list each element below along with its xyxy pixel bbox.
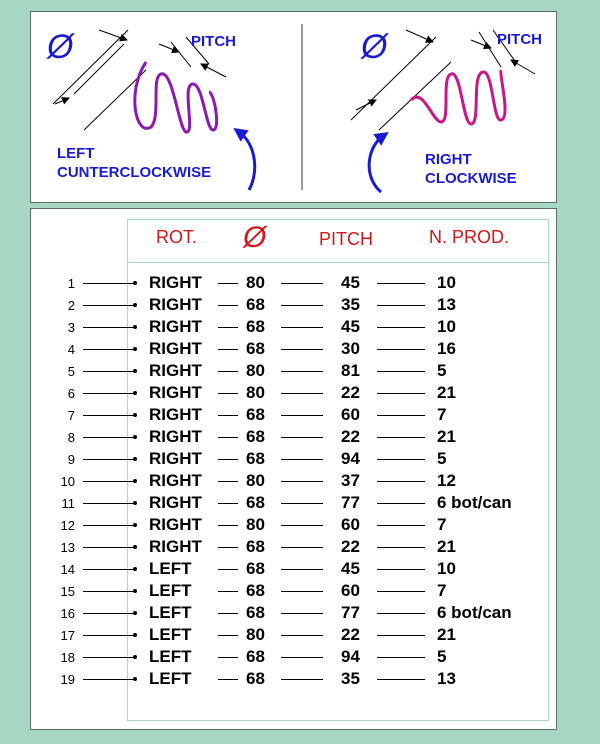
row-number: 7: [67, 408, 75, 423]
left-pitch-label: PITCH: [191, 33, 236, 50]
separator-line: [218, 349, 238, 350]
table-row: [31, 272, 556, 294]
pitch-cell: 77: [341, 603, 360, 622]
leader-dot: [133, 325, 137, 329]
separator-line: [218, 305, 238, 306]
leader-dot: [133, 523, 137, 527]
rotation-cell: RIGHT: [149, 405, 202, 424]
left-spring-coil: [135, 62, 217, 132]
separator-line: [218, 327, 238, 328]
n-prod-cell: 12: [437, 471, 456, 490]
pitch-cell: 35: [341, 669, 360, 688]
table-row: [31, 602, 556, 624]
separator-line: [377, 569, 425, 570]
pitch-cell: 45: [341, 559, 360, 578]
left-pitch-extension-1: [171, 42, 191, 67]
separator-line: [377, 371, 425, 372]
separator-line: [377, 613, 425, 614]
separator-line: [281, 415, 323, 416]
separator-line: [281, 327, 323, 328]
left-direction-label: CUNTERCLOCKWISE: [57, 164, 212, 181]
diameter-cell: 68: [246, 317, 265, 336]
right-direction-label: CLOCKWISE: [425, 170, 517, 187]
right-diameter-arrow-bottom: [356, 100, 376, 110]
n-prod-cell: 7: [437, 405, 447, 424]
separator-line: [281, 371, 323, 372]
leader-dot: [133, 611, 137, 615]
pitch-cell: 22: [341, 537, 360, 556]
leader-line: [83, 591, 133, 592]
table-row: [31, 448, 556, 470]
separator-line: [218, 437, 238, 438]
separator-line: [281, 305, 323, 306]
n-prod-cell: 13: [437, 669, 456, 688]
table-row: [31, 360, 556, 382]
separator-line: [281, 591, 323, 592]
diameter-cell: 68: [246, 669, 265, 688]
row-number: 5: [67, 364, 75, 379]
right-diameter-arrow-top: [406, 30, 433, 42]
pitch-cell: 77: [341, 493, 360, 512]
separator-line: [281, 613, 323, 614]
leader-dot: [133, 435, 137, 439]
rotation-cell: RIGHT: [149, 273, 202, 292]
diameter-cell: 80: [246, 361, 265, 380]
n-prod-cell: 5: [437, 361, 447, 380]
separator-line: [281, 349, 323, 350]
right-pitch-arrow-2: [511, 60, 535, 74]
diameter-cell: 68: [246, 339, 265, 358]
table-row: [31, 580, 556, 602]
left-diameter-line: [74, 44, 124, 94]
separator-line: [377, 503, 425, 504]
diameter-cell: 68: [246, 603, 265, 622]
table-row: [31, 404, 556, 426]
n-prod-cell: 6 bot/can: [437, 493, 512, 512]
pitch-cell: 60: [341, 581, 360, 600]
separator-line: [281, 635, 323, 636]
rotation-cell: LEFT: [149, 559, 192, 578]
separator-line: [218, 503, 238, 504]
header-rotation: ROT.: [156, 227, 198, 247]
separator-line: [218, 657, 238, 658]
table-row: [31, 316, 556, 338]
separator-line: [281, 679, 323, 680]
separator-line: [281, 481, 323, 482]
leader-dot: [133, 589, 137, 593]
separator-line: [281, 503, 323, 504]
separator-line: [218, 459, 238, 460]
leader-dot: [133, 633, 137, 637]
table-row: [31, 382, 556, 404]
left-rotation-label: LEFT: [57, 145, 95, 162]
separator-line: [218, 481, 238, 482]
left-rotation-arrow-icon: [239, 132, 255, 190]
header-pitch: PITCH: [319, 229, 373, 249]
pitch-cell: 94: [341, 647, 360, 666]
leader-line: [83, 349, 133, 350]
header-n-prod: N. PROD.: [429, 227, 510, 247]
leader-dot: [133, 303, 137, 307]
table-row: [31, 514, 556, 536]
n-prod-cell: 7: [437, 515, 447, 534]
left-diameter-arrow-bottom: [55, 98, 69, 104]
row-number: 8: [67, 430, 75, 445]
separator-line: [218, 415, 238, 416]
n-prod-cell: 16: [437, 339, 456, 358]
separator-line: [377, 591, 425, 592]
row-number: 13: [60, 540, 75, 555]
diameter-cell: 68: [246, 295, 265, 314]
leader-line: [83, 459, 133, 460]
diameter-cell: 80: [246, 273, 265, 292]
leader-dot: [133, 281, 137, 285]
diameter-cell: 80: [246, 515, 265, 534]
pitch-cell: 94: [341, 449, 360, 468]
n-prod-cell: 21: [437, 383, 456, 402]
separator-line: [218, 635, 238, 636]
row-number: 14: [60, 562, 75, 577]
pitch-cell: 81: [341, 361, 360, 380]
separator-line: [377, 305, 425, 306]
row-number: 1: [67, 276, 75, 291]
diameter-cell: 68: [246, 537, 265, 556]
diameter-cell: 80: [246, 383, 265, 402]
separator-line: [218, 569, 238, 570]
leader-dot: [133, 655, 137, 659]
separator-line: [218, 547, 238, 548]
leader-line: [83, 415, 133, 416]
row-number: 18: [60, 650, 75, 665]
row-number: 17: [60, 628, 75, 643]
table-row: [31, 624, 556, 646]
spring-diagram-panel: [30, 11, 557, 203]
separator-line: [377, 679, 425, 680]
leader-line: [83, 679, 133, 680]
separator-line: [218, 371, 238, 372]
row-number: 16: [60, 606, 75, 621]
table-row: [31, 426, 556, 448]
pitch-cell: 22: [341, 383, 360, 402]
right-rotation-label: RIGHT: [425, 151, 472, 168]
leader-line: [83, 327, 133, 328]
left-pitch-arrow-2: [201, 64, 226, 77]
table-row: [31, 470, 556, 492]
leader-dot: [133, 501, 137, 505]
separator-line: [281, 283, 323, 284]
separator-line: [281, 569, 323, 570]
leader-dot: [133, 347, 137, 351]
table-row: [31, 338, 556, 360]
diameter-cell: 68: [246, 427, 265, 446]
rotation-cell: RIGHT: [149, 361, 202, 380]
right-spring-coil: [411, 70, 505, 124]
separator-line: [281, 547, 323, 548]
n-prod-cell: 13: [437, 295, 456, 314]
separator-line: [377, 393, 425, 394]
row-number: 10: [60, 474, 75, 489]
separator-line: [377, 437, 425, 438]
separator-line: [281, 459, 323, 460]
n-prod-cell: 10: [437, 273, 456, 292]
leader-line: [83, 305, 133, 306]
separator-line: [218, 591, 238, 592]
separator-line: [377, 459, 425, 460]
n-prod-cell: 21: [437, 625, 456, 644]
row-number: 6: [67, 386, 75, 401]
rotation-cell: RIGHT: [149, 339, 202, 358]
separator-line: [377, 657, 425, 658]
separator-line: [377, 481, 425, 482]
n-prod-cell: 5: [437, 449, 447, 468]
rotation-cell: LEFT: [149, 603, 192, 622]
separator-line: [281, 525, 323, 526]
separator-line: [218, 679, 238, 680]
n-prod-cell: 6 bot/can: [437, 603, 512, 622]
separator-line: [218, 283, 238, 284]
row-number: 12: [60, 518, 75, 533]
rotation-cell: LEFT: [149, 669, 192, 688]
diameter-cell: 80: [246, 625, 265, 644]
separator-line: [218, 613, 238, 614]
right-pitch-label: PITCH: [497, 31, 542, 48]
rotation-cell: LEFT: [149, 625, 192, 644]
right-diameter-symbol: Ø: [361, 28, 388, 66]
table-row: [31, 668, 556, 690]
rotation-cell: LEFT: [149, 581, 192, 600]
n-prod-cell: 21: [437, 427, 456, 446]
diameter-cell: 80: [246, 471, 265, 490]
leader-line: [83, 547, 133, 548]
rotation-cell: RIGHT: [149, 449, 202, 468]
table-row: [31, 536, 556, 558]
n-prod-cell: 21: [437, 537, 456, 556]
header-diameter: Ø: [243, 221, 267, 254]
leader-line: [83, 503, 133, 504]
n-prod-cell: 10: [437, 559, 456, 578]
leader-line: [83, 657, 133, 658]
leader-line: [83, 525, 133, 526]
table-row: [31, 294, 556, 316]
rotation-cell: RIGHT: [149, 537, 202, 556]
pitch-cell: 45: [341, 317, 360, 336]
leader-dot: [133, 391, 137, 395]
spring-table-panel: [30, 208, 557, 730]
rotation-cell: RIGHT: [149, 493, 202, 512]
table-header-divider: [127, 262, 548, 263]
separator-line: [281, 437, 323, 438]
row-number: 11: [61, 496, 75, 511]
separator-line: [281, 657, 323, 658]
table-row: [31, 492, 556, 514]
pitch-cell: 22: [341, 625, 360, 644]
diameter-cell: 68: [246, 449, 265, 468]
leader-dot: [133, 369, 137, 373]
n-prod-cell: 5: [437, 647, 447, 666]
leader-dot: [133, 677, 137, 681]
table-row: [31, 558, 556, 580]
rotation-cell: RIGHT: [149, 515, 202, 534]
leader-dot: [133, 457, 137, 461]
separator-line: [377, 635, 425, 636]
pitch-cell: 37: [341, 471, 360, 490]
right-rotation-arrow-icon: [369, 136, 383, 192]
leader-line: [83, 283, 133, 284]
separator-line: [377, 415, 425, 416]
leader-line: [83, 613, 133, 614]
leader-line: [83, 371, 133, 372]
separator-line: [218, 525, 238, 526]
leader-line: [83, 635, 133, 636]
n-prod-cell: 7: [437, 581, 447, 600]
leader-dot: [133, 545, 137, 549]
right-pitch-arrow-1: [471, 40, 491, 48]
leader-line: [83, 481, 133, 482]
rotation-cell: RIGHT: [149, 471, 202, 490]
leader-dot: [133, 413, 137, 417]
diameter-cell: 68: [246, 581, 265, 600]
pitch-cell: 30: [341, 339, 360, 358]
rotation-cell: RIGHT: [149, 317, 202, 336]
leader-dot: [133, 567, 137, 571]
separator-line: [377, 525, 425, 526]
rotation-cell: RIGHT: [149, 383, 202, 402]
table-row: [31, 646, 556, 668]
pitch-cell: 22: [341, 427, 360, 446]
row-number: 15: [60, 584, 75, 599]
diameter-cell: 68: [246, 559, 265, 578]
pitch-cell: 45: [341, 273, 360, 292]
diameter-cell: 68: [246, 493, 265, 512]
leader-line: [83, 437, 133, 438]
rotation-cell: RIGHT: [149, 295, 202, 314]
row-number: 3: [67, 320, 75, 335]
rotation-cell: LEFT: [149, 647, 192, 666]
row-number: 19: [60, 672, 75, 687]
leader-dot: [133, 479, 137, 483]
row-number: 9: [67, 452, 75, 467]
separator-line: [377, 327, 425, 328]
row-number: 4: [67, 342, 75, 357]
separator-line: [281, 393, 323, 394]
pitch-cell: 60: [341, 405, 360, 424]
row-number: 2: [67, 298, 75, 313]
left-diameter-symbol: Ø: [47, 28, 74, 66]
pitch-cell: 35: [341, 295, 360, 314]
pitch-cell: 60: [341, 515, 360, 534]
separator-line: [377, 349, 425, 350]
separator-line: [377, 547, 425, 548]
separator-line: [218, 393, 238, 394]
leader-line: [83, 569, 133, 570]
leader-line: [83, 393, 133, 394]
rotation-cell: RIGHT: [149, 427, 202, 446]
diameter-cell: 68: [246, 405, 265, 424]
separator-line: [377, 283, 425, 284]
diameter-cell: 68: [246, 647, 265, 666]
n-prod-cell: 10: [437, 317, 456, 336]
